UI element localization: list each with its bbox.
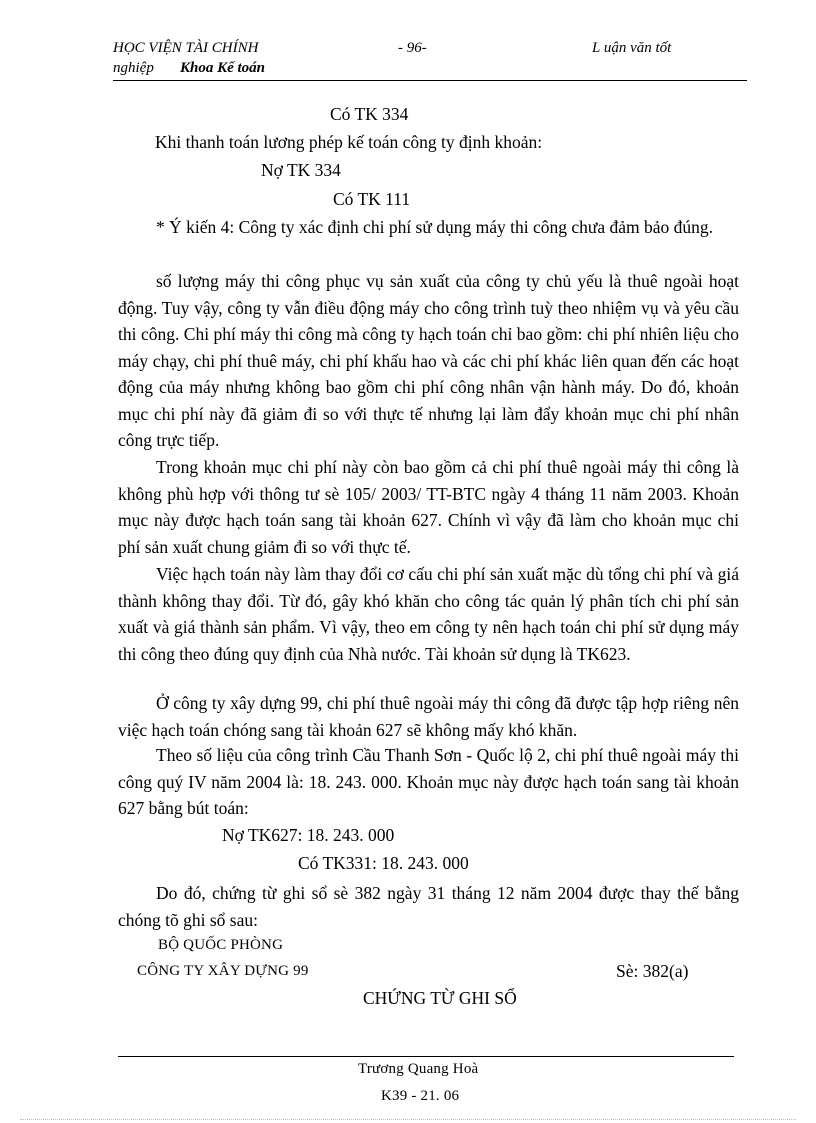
entry-debit-334: Nợ TK 334 xyxy=(261,160,341,180)
paragraph-company-99: Ở công ty xây dựng 99, chi phí thuê ngoài máy thi công đã được tập hợp riêng nên việc hạch toán chóng sang tài khoản 627 sẽ không mấy khó khăn. xyxy=(118,693,739,740)
header-institution: HỌC VIỆN TÀI CHÍNH xyxy=(113,40,259,56)
header-department: Khoa Kế toán xyxy=(180,60,266,76)
paragraph-voucher: Do đó, chứng từ ghi sổ sè 382 ngày 31 tháng 12 năm 2004 được thay thế bằng chóng tõ ghi sổ sau: xyxy=(118,883,739,930)
paragraph-circular: Trong khoản mục chi phí này còn bao gồm cả chi phí thuê ngoài máy thi công là không phù hợp với thông tư sè 105/ 2003/ TT-BTC ngày 4 tháng 11 năm 2003. Khoản mục này được hạch toán sang tài khoản 627. Chính vì vậy đã làm cho khoản mục chi phí sản xuất chung giảm đi so với thực tế. xyxy=(118,457,739,557)
org-ministry: BỘ QUỐC PHÒNG xyxy=(158,937,284,953)
voucher-title: CHỨNG TỪ GHI SỔ xyxy=(363,988,517,1008)
entry-credit-334: Có TK 334 xyxy=(330,104,409,124)
paragraph-opinion-4: * Ý kiến 4: Công ty xác định chi phí sử dụng máy thi công chưa đảm bảo đúng. xyxy=(156,217,714,237)
entry-intro: Khi thanh toán lương phép kế toán công ty định khoản: xyxy=(155,132,543,152)
paragraph-machine-count: số lượng máy thi công phục vụ sản xuất của công ty chủ yếu là thuê ngoài hoạt động. Tuy vậy, công ty vẫn điều động máy cho công trình tuỳ theo nhiệm vụ và yêu cầu thi công. Chi phí máy thi công mà công ty hạch toán chỉ bao gồm: chi phí nhiên liệu cho máy chạy, chi phí thuê máy, chi phí khấu hao và các chi phí khác liên quan đến các hoạt động của máy nhưng không bao gồm chi phí công nhân vận hành máy. Do đó, khoản mục chi phí này đã giảm đi so với thực tế nhưng lại làm đẩy khoản mục chi phí nhân công trực tiếp. xyxy=(118,271,739,450)
header-line2-left: nghiệp xyxy=(113,60,154,76)
org-company: CÔNG TY XÂY DỰNG 99 xyxy=(137,963,309,979)
page-bottom-dotted-line xyxy=(20,1119,796,1120)
header-thesis-label: L uận văn tốt xyxy=(592,40,672,56)
paragraph-data: Theo số liệu của công trình Cầu Thanh Sơn - Quốc lộ 2, chi phí thuê ngoài máy thi công quý IV năm 2004 là: 18. 243. 000. Khoản mục này được hạch toán sang tài khoản 627 bằng bút toán: xyxy=(118,745,739,818)
header-rule xyxy=(113,80,747,81)
entry-debit-627: Nợ TK627: 18. 243. 000 xyxy=(222,825,395,845)
header-page-number: - 96- xyxy=(398,40,427,56)
paragraph-cost-structure: Việc hạch toán này làm thay đổi cơ cấu chi phí sản xuất mặc dù tổng chi phí và giá thành không thay đổi. Từ đó, gây khó khăn cho công tác quản lý phân tích chi phí sản xuất và giá thành sản phẩm. Vì vậy, theo em công ty nên hạch toán chi phí sử dụng máy thi công theo đúng quy định của Nhà nước. Tài khoản sử dụng là TK623. xyxy=(118,564,739,664)
entry-credit-331: Có TK331: 18. 243. 000 xyxy=(298,853,469,873)
footer-author: Trương Quang Hoà xyxy=(358,1061,479,1077)
voucher-number: Sè: 382(a) xyxy=(616,961,689,981)
footer-rule xyxy=(118,1056,734,1057)
footer-class: K39 - 21. 06 xyxy=(381,1088,460,1104)
entry-credit-111: Có TK 111 xyxy=(333,189,411,209)
